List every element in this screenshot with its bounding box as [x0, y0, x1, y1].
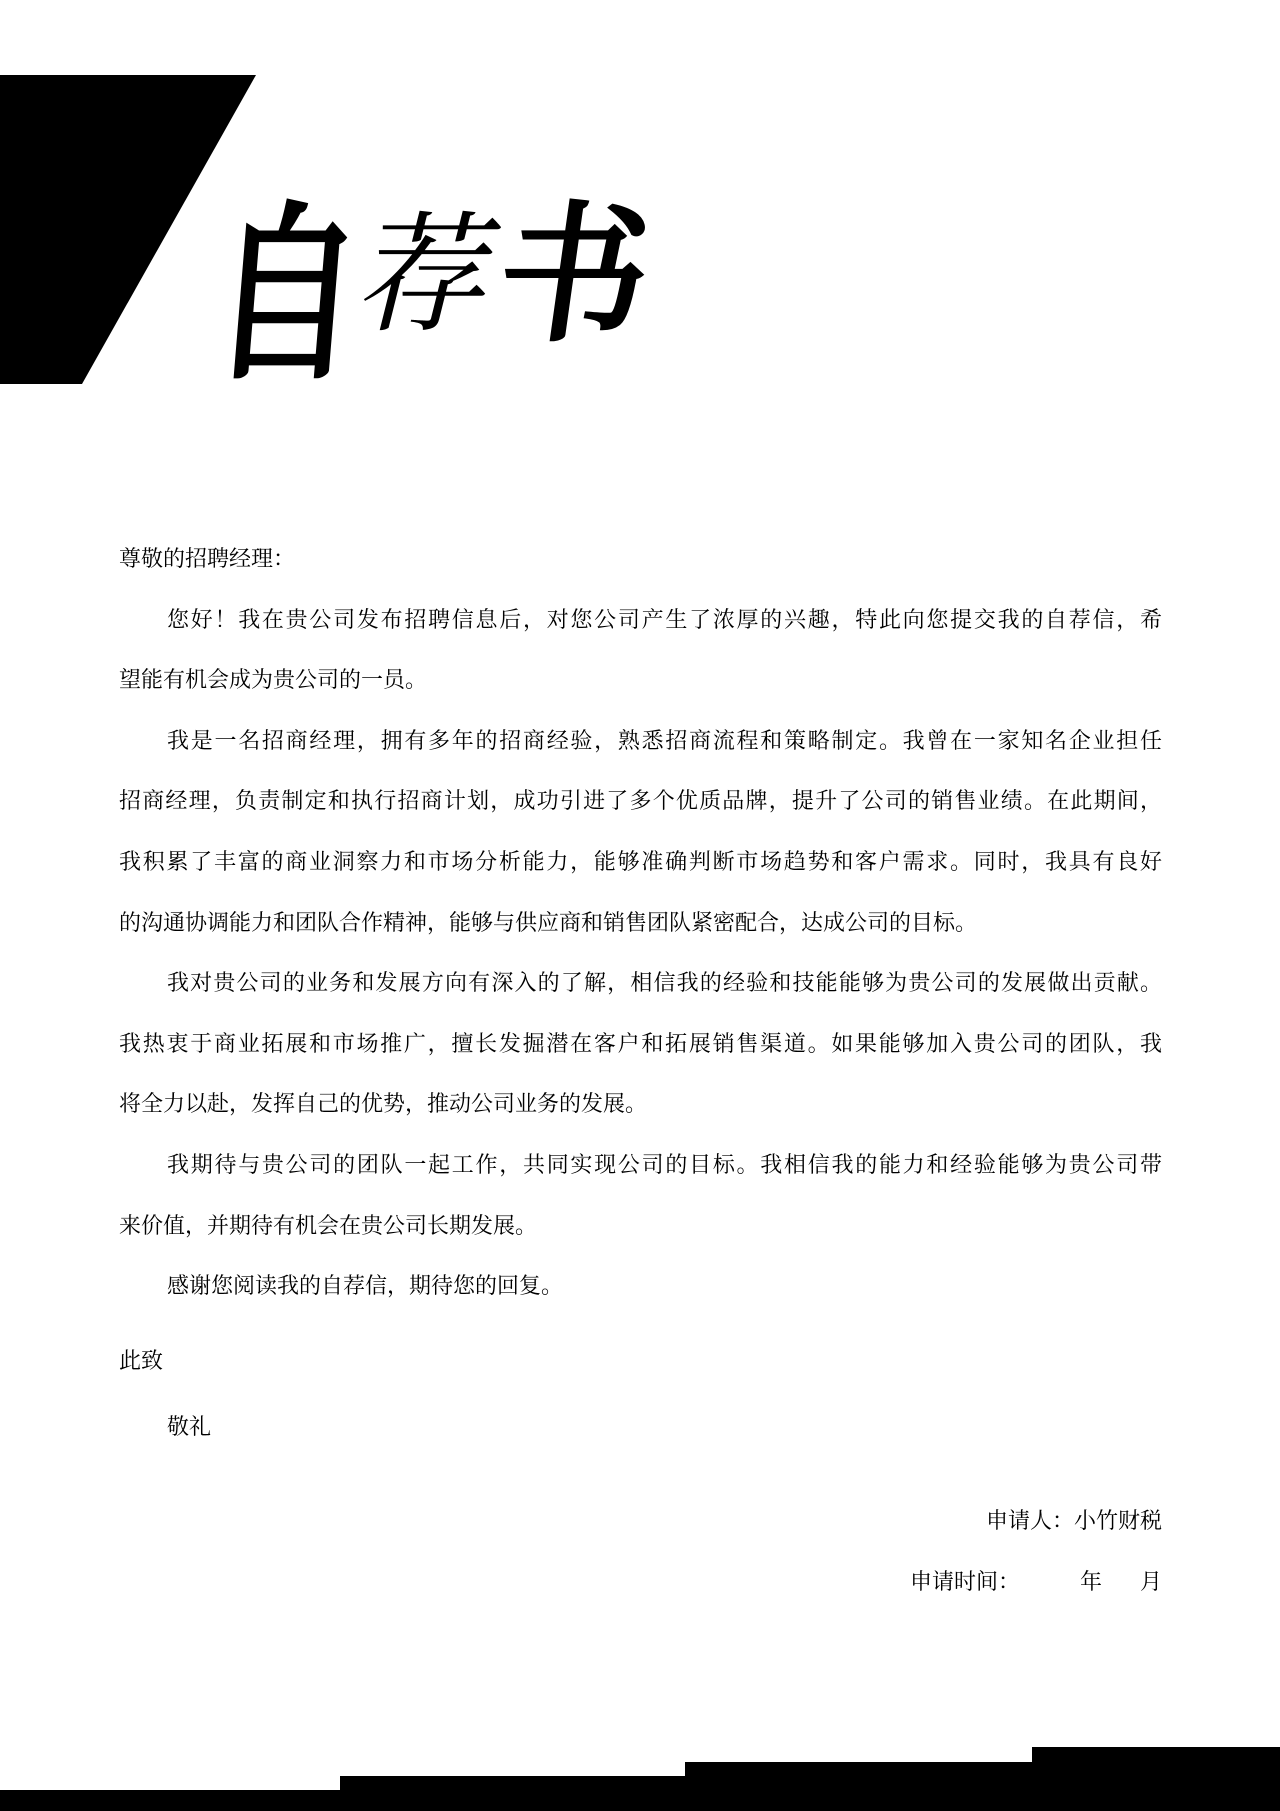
applicant-label: 申请人：: [985, 1509, 1074, 1534]
paragraph-1: [119, 591, 1162, 712]
month-label: 月: [1139, 1570, 1162, 1595]
paragraph-4: [119, 1136, 1162, 1257]
page-title: [203, 150, 662, 406]
signature-applicant: [986, 1504, 1162, 1535]
paragraph-line: 我是一名招商经理，拥有多年的招商经验，熟悉招商流程和策略制定。我曾在一家知名企业担任: [167, 728, 1162, 754]
title-char-3: 书: [486, 187, 662, 363]
year-label: 年: [1079, 1570, 1102, 1595]
footer-step-4: [1032, 1747, 1280, 1811]
salutation: 尊敬的招聘经理：: [119, 547, 296, 572]
paragraph-line: 我期待与贵公司的团队一起工作，共同实现公司的目标。我相信我的能力和经验能够为贵公司带: [167, 1152, 1162, 1178]
closing-line-2: 敬礼: [167, 1415, 212, 1441]
paragraph-line: 您好！我在贵公司发布招聘信息后，对您公司产生了浓厚的兴趣，特此向您提交我的自荐信，希: [167, 607, 1162, 633]
paragraph-line: 招商经理，负责制定和执行招商计划，成功引进了多个优质品牌，提升了公司的销售业绩。在此期间，: [119, 789, 1162, 815]
paragraph-line: 来价值，并期待有机会在贵公司长期发展。: [119, 1213, 538, 1239]
paragraph-line: 我热衷于商业拓展和市场推广，擅长发掘潜在客户和拓展销售渠道。如果能够加入贵公司的团队，我: [119, 1031, 1162, 1057]
paragraph-5: [119, 1257, 1162, 1318]
footer-step-3: [685, 1762, 1033, 1811]
paragraph-2: [119, 712, 1162, 954]
letter-body: [119, 530, 1162, 1459]
closing-line-1: 此致: [119, 1348, 164, 1374]
paragraph-line: 我积累了丰富的商业洞察力和市场分析能力，能够准确判断市场趋势和客户需求。同时，我具有良好: [119, 849, 1162, 875]
paragraph-line: 望能有机会成为贵公司的一员。: [119, 668, 428, 694]
title-char-2: 荐: [346, 199, 514, 351]
title-char-1: 自: [203, 183, 371, 406]
paragraph-line: 将全力以赴，发挥自己的优势，推动公司业务的发展。: [119, 1092, 648, 1118]
applicant-name: 小竹财税: [1073, 1509, 1162, 1534]
signature-date: [910, 1565, 1162, 1596]
paragraph-line: 我对贵公司的业务和发展方向有深入的了解，相信我的经验和技能能够为贵公司的发展做出贡献。: [167, 971, 1162, 997]
paragraph-line: 的沟通协调能力和团队合作精神，能够与供应商和销售团队紧密配合，达成公司的目标。: [119, 910, 978, 936]
paragraph-line: 感谢您阅读我的自荐信，期待您的回复。: [167, 1274, 564, 1300]
footer-step-1: [0, 1790, 340, 1811]
paragraph-3: [119, 954, 1162, 1136]
footer-step-2: [340, 1776, 686, 1811]
date-label: 申请时间：: [909, 1570, 1020, 1595]
